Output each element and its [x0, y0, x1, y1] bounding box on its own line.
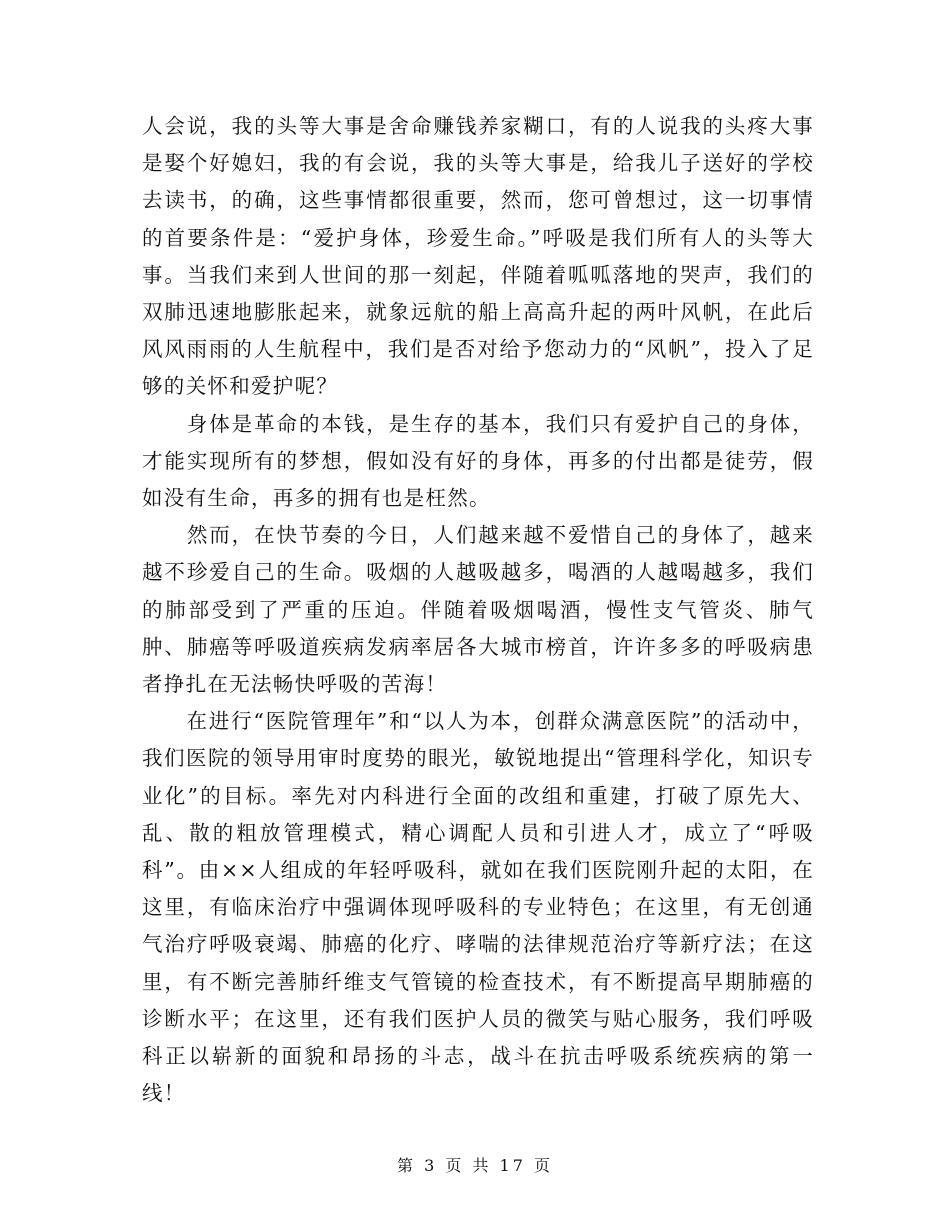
paragraph-1: 人会说，我的头等大事是舍命赚钱养家糊口，有的人说我的头疼大事是娶个好媳妇，我的有会说，我的头等大事是，给我儿子送好的学校去读书，的确，这些事情都很重要，然而，您可曾想过，这一切事情的首要条件是：“爱护身体，珍爱生命。”呼吸是我们所有人的头等大事。当我们来到人世间的那一刻起，伴随着呱呱落地的哭声，我们的双肺迅速地膨胀起来，就象远航的船上高高升起的两叶风帆，在此后风风雨雨的人生航程中，我们是否对给予您动力的“风帆”，投入了足够的关怀和爱护呢？: [142, 114, 814, 399]
paragraph-4: 在进行“医院管理年”和“以人为本，创群众满意医院”的活动中，我们医院的领导用审时度势的眼光，敏锐地提出“管理科学化，知识专业化”的目标。率先对内科进行全面的改组和重建，打破了原先大、乱、散的粗放管理模式，精心调配人员和引进人才，成立了“呼吸科”。由××人组成的年轻呼吸科，就如在我们医院刚升起的太阳，在这里，有临床治疗中强调体现呼吸科的专业特色；在这里，有无创通气治疗呼吸衰竭、肺癌的化疗、哮喘的法律规范治疗等新疗法；在这里，有不断完善肺纤维支气管镜的检查技术，有不断提高早期肺癌的诊断水平；在这里，还有我们医护人员的微笑与贴心服务，我们呼吸科正以崭新的面貌和昂扬的斗志，战斗在抗击呼吸系统疾病的第一线！: [142, 709, 814, 1106]
paragraph-3: 然而，在快节奏的今日，人们越来越不爱惜自己的身体了，越来越不珍爱自己的生命。吸烟的人越吸越多，喝酒的人越喝越多，我们的肺部受到了严重的压迫。伴随着吸烟喝酒，慢性支气管炎、肺气肿、肺癌等呼吸道疾病发病率居各大城市榜首，许许多多的呼吸病患者挣扎在无法畅快呼吸的苦海！: [142, 523, 814, 697]
document-body: [142, 108, 814, 1112]
page-footer: 第 3 页 共 17 页: [397, 1156, 553, 1175]
paragraph-2: 身体是革命的本钱，是生存的基本，我们只有爱护自己的身体，才能实现所有的梦想，假如没有好的身体，再多的付出都是徒劳，假如没有生命，再多的拥有也是枉然。: [142, 411, 814, 511]
